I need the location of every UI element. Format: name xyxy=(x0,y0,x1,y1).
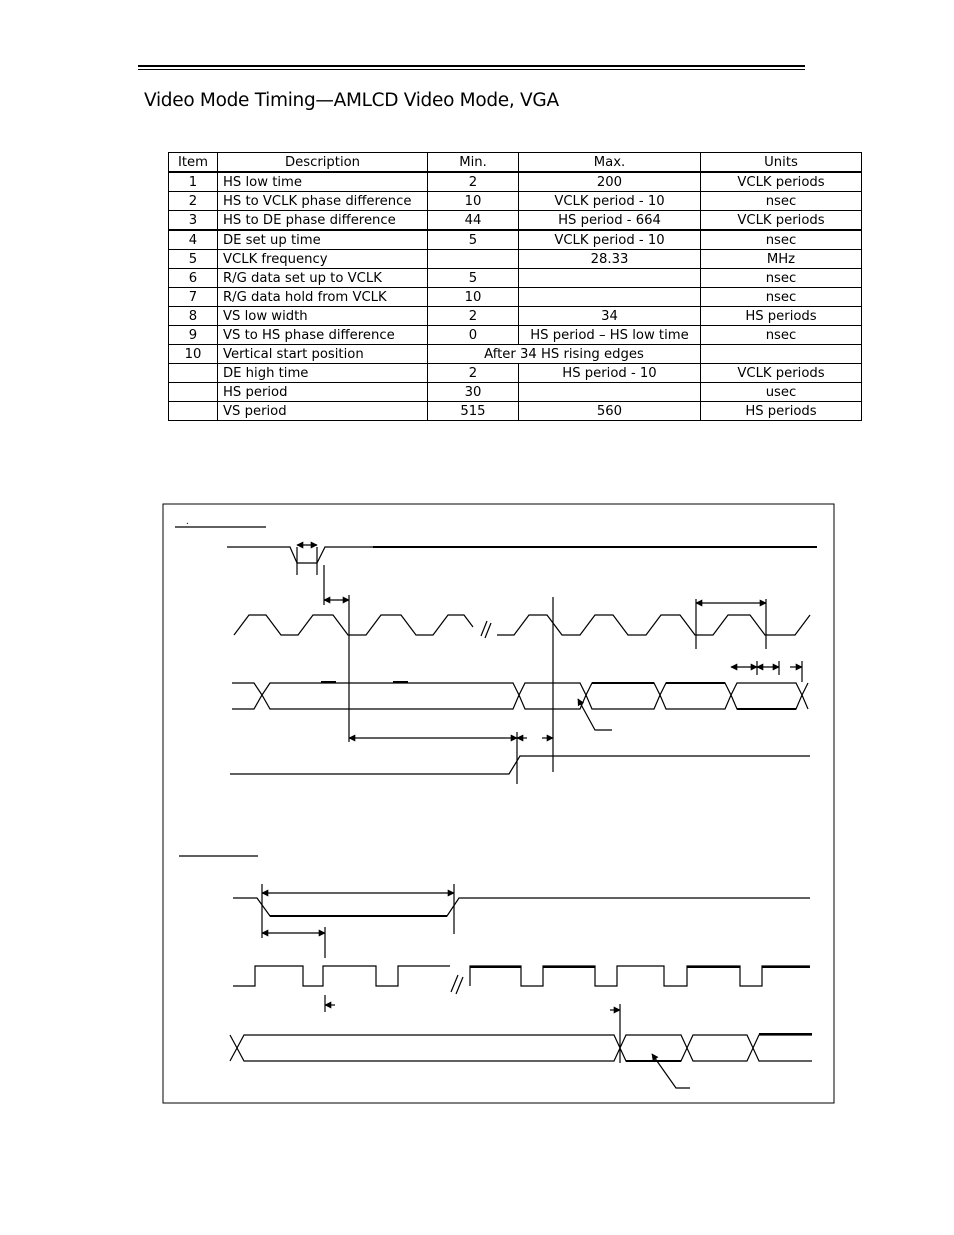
cell-units: usec xyxy=(701,383,862,402)
vertical-data-bottom xyxy=(237,1048,812,1061)
cell-units: VCLK periods xyxy=(701,211,862,231)
cell-item: 10 xyxy=(169,345,218,364)
cell-description: HS low time xyxy=(218,172,428,192)
diagram-frame xyxy=(163,504,834,1103)
cell-description: HS to VCLK phase difference xyxy=(218,192,428,211)
cell-min-max: After 34 HS rising edges xyxy=(428,345,701,364)
cell-min: 515 xyxy=(428,402,519,421)
cell-units: HS periods xyxy=(701,402,862,421)
cell-description: R/G data hold from VCLK xyxy=(218,288,428,307)
cell-units: nsec xyxy=(701,326,862,345)
diagram-header-dot: . xyxy=(186,516,189,527)
cell-units: VCLK periods xyxy=(701,364,862,383)
cell-min: 10 xyxy=(428,192,519,211)
vs-waveform xyxy=(233,898,810,916)
cell-min: 10 xyxy=(428,288,519,307)
cell-units: nsec xyxy=(701,192,862,211)
cell-item: 3 xyxy=(169,211,218,231)
vertical-data-start xyxy=(230,1035,237,1061)
axis-break-mark xyxy=(456,977,463,994)
cell-min: 2 xyxy=(428,307,519,326)
axis-break-mark xyxy=(451,975,458,992)
data-callout-leader xyxy=(578,699,612,730)
cell-item: 5 xyxy=(169,250,218,269)
cell-description: VS period xyxy=(218,402,428,421)
vclk-waveform-left xyxy=(234,615,473,635)
cell-min: 5 xyxy=(428,269,519,288)
cell-item: 9 xyxy=(169,326,218,345)
de-waveform xyxy=(230,756,810,774)
cell-min: 2 xyxy=(428,172,519,192)
cell-description: DE set up time xyxy=(218,230,428,250)
cell-description: HS to DE phase difference xyxy=(218,211,428,231)
cell-max: VCLK period - 10 xyxy=(519,230,701,250)
column-header-units: Units xyxy=(701,153,862,173)
cell-item: 1 xyxy=(169,172,218,192)
cell-units: nsec xyxy=(701,230,862,250)
cell-min: 30 xyxy=(428,383,519,402)
cell-min: 44 xyxy=(428,211,519,231)
cell-units: VCLK periods xyxy=(701,172,862,192)
cell-item: 8 xyxy=(169,307,218,326)
vclk-waveform-right xyxy=(497,615,810,635)
column-header-min: Min. xyxy=(428,153,519,173)
vertical-data-top xyxy=(237,1035,812,1048)
page-title: Video Mode Timing—AMLCD Video Mode, VGA xyxy=(144,90,559,111)
cell-description: VCLK frequency xyxy=(218,250,428,269)
column-header-max: Max. xyxy=(519,153,701,173)
cell-max: 200 xyxy=(519,172,701,192)
cell-min: 5 xyxy=(428,230,519,250)
cell-max: HS period - 10 xyxy=(519,364,701,383)
hs-vertical-waveform-left xyxy=(233,966,450,986)
cell-min: 2 xyxy=(428,364,519,383)
cell-max: HS period - 664 xyxy=(519,211,701,231)
cell-units: nsec xyxy=(701,288,862,307)
data-waveform-top xyxy=(232,683,808,695)
hs-vertical-waveform-right xyxy=(470,966,810,986)
cell-item: 2 xyxy=(169,192,218,211)
cell-description: VS low width xyxy=(218,307,428,326)
cell-item: 4 xyxy=(169,230,218,250)
cell-max: VCLK period - 10 xyxy=(519,192,701,211)
cell-max: HS period – HS low time xyxy=(519,326,701,345)
hs-waveform xyxy=(227,547,373,563)
cell-max: 28.33 xyxy=(519,250,701,269)
cell-item: 6 xyxy=(169,269,218,288)
cell-description: R/G data set up to VCLK xyxy=(218,269,428,288)
cell-description: HS period xyxy=(218,383,428,402)
cell-description: Vertical start position xyxy=(218,345,428,364)
column-header-item: Item xyxy=(169,153,218,173)
cell-units: nsec xyxy=(701,269,862,288)
cell-min: 0 xyxy=(428,326,519,345)
vertical-data-callout-leader xyxy=(652,1054,690,1088)
cell-max: 560 xyxy=(519,402,701,421)
cell-units: HS periods xyxy=(701,307,862,326)
column-header-description: Description xyxy=(218,153,428,173)
cell-max: 34 xyxy=(519,307,701,326)
cell-description: DE high time xyxy=(218,364,428,383)
cell-description: VS to HS phase difference xyxy=(218,326,428,345)
cell-units: MHz xyxy=(701,250,862,269)
cell-item: 7 xyxy=(169,288,218,307)
data-waveform-bottom xyxy=(232,695,808,709)
